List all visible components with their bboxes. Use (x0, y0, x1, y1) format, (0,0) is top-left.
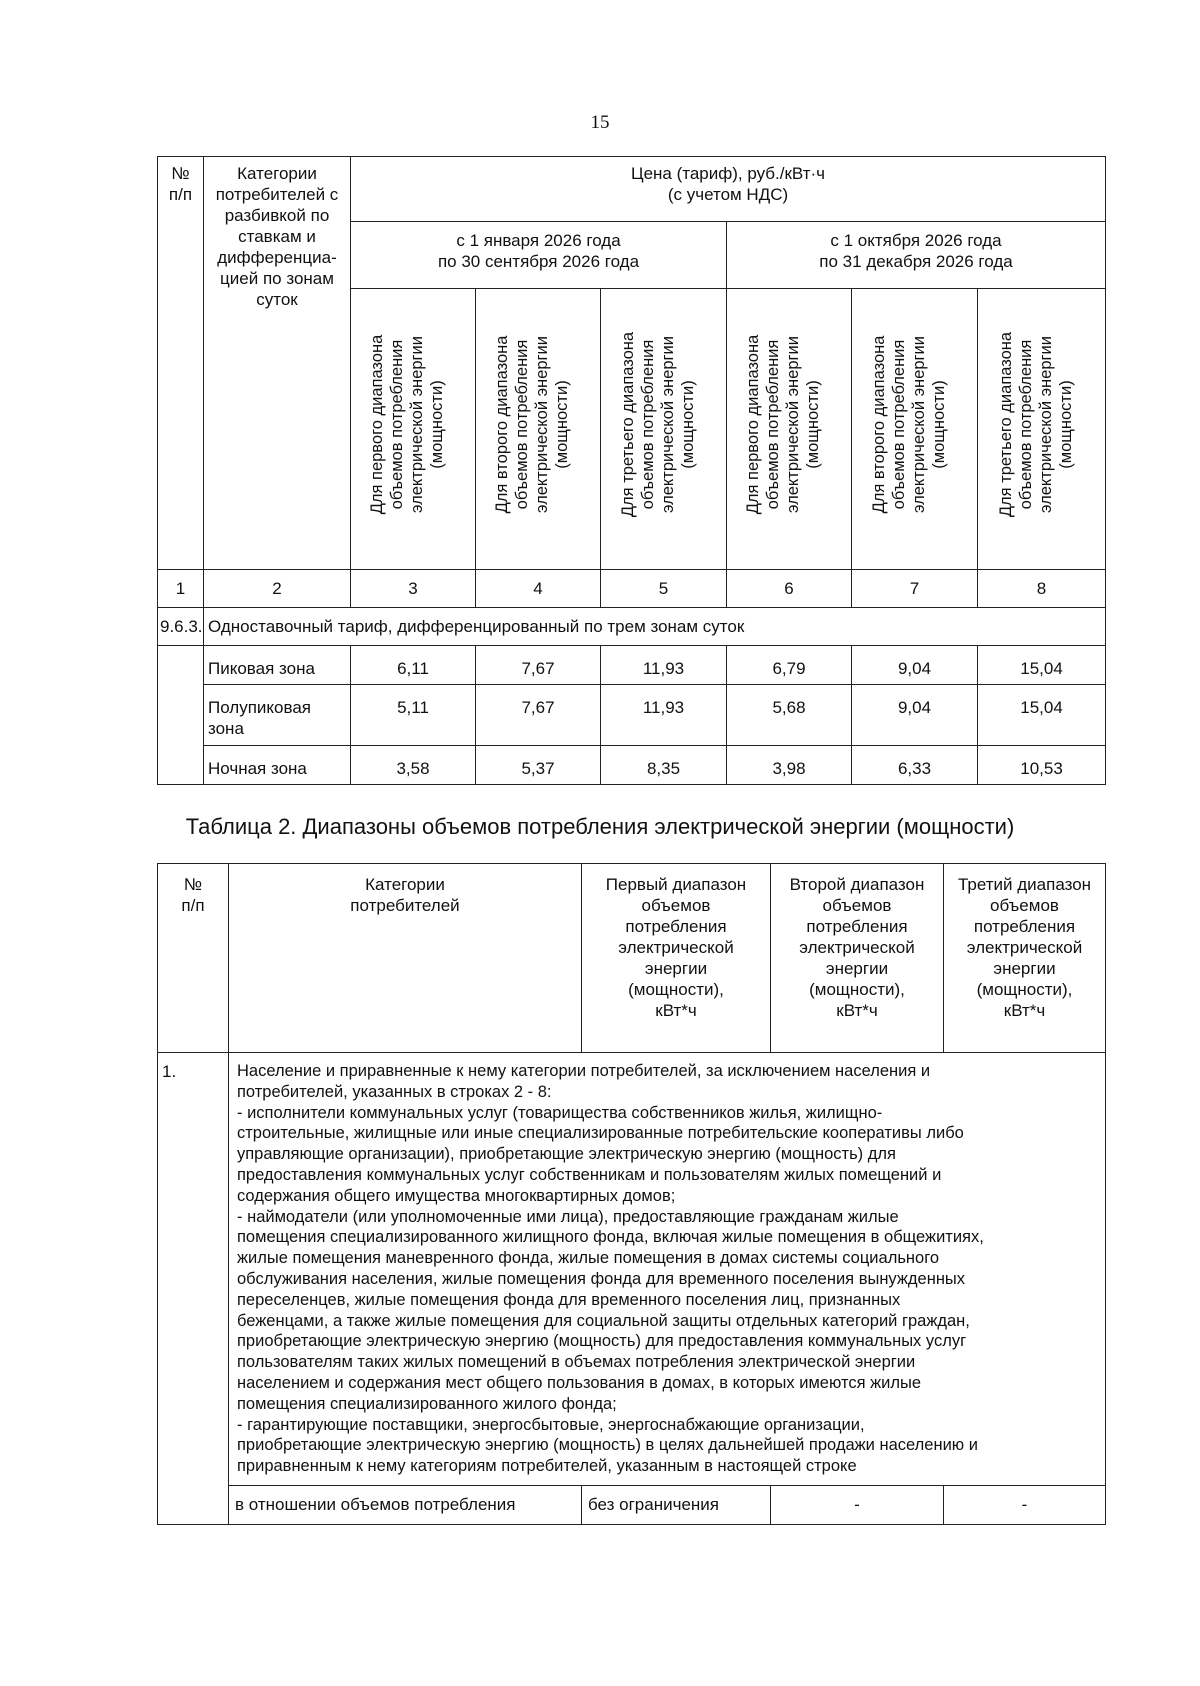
tariff-value: 9,04 (852, 646, 978, 685)
tariff-table (157, 156, 1106, 785)
table-2-caption: Таблица 2. Диапазоны объемов потребления электрической энергии (мощности) (185, 814, 1015, 839)
row-number: 1. (158, 1053, 229, 1525)
page-number: 15 (590, 112, 610, 133)
header-range-1-p1: Для первого диапазона объемов потребления электрической энергии (мощности) (351, 289, 476, 570)
consumption-ranges-table (157, 863, 1106, 1525)
table-row (158, 1053, 1106, 1486)
tariff-value: 5,37 (476, 746, 601, 785)
header-range-2-p1: Для второго диапазона объемов потребления электрической энергии (мощности) (476, 289, 601, 570)
tariff-value: 5,11 (351, 685, 476, 746)
column-number: 7 (852, 570, 978, 608)
header-third-range: Третий диапазон объемов потребления электрической энергии (мощности), кВт*ч (944, 864, 1106, 1053)
header-range-3-p2: Для третьего диапазона объемов потребления электрической энергии (мощности) (978, 289, 1106, 570)
tariff-value: 6,79 (727, 646, 852, 685)
tariff-value: 6,33 (852, 746, 978, 785)
header-number: № п/п (158, 864, 229, 1053)
tariff-value: 7,67 (476, 685, 601, 746)
tariff-value: 3,58 (351, 746, 476, 785)
tariff-value: 15,04 (978, 646, 1106, 685)
column-number: 6 (727, 570, 852, 608)
header-range-3-p1: Для третьего диапазона объемов потребления электрической энергии (мощности) (601, 289, 727, 570)
header-range-1-p2: Для первого диапазона объемов потребления электрической энергии (мощности) (727, 289, 852, 570)
table-row (158, 685, 1106, 746)
tariff-value: 11,93 (601, 685, 727, 746)
column-number: 8 (978, 570, 1106, 608)
tariff-value: 9,04 (852, 685, 978, 746)
zone-label: Пиковая зона (204, 646, 351, 685)
header-range-2-p2: Для второго диапазона объемов потребления электрической энергии (мощности) (852, 289, 978, 570)
tariff-value: 10,53 (978, 746, 1106, 785)
second-range-value: - (771, 1485, 944, 1524)
tariff-value: 15,04 (978, 685, 1106, 746)
header-period-2: с 1 октября 2026 года по 31 декабря 2026 года (727, 222, 1106, 289)
zone-label: Полупиковая зона (204, 685, 351, 746)
table-row (158, 1485, 1106, 1524)
row-description: Население и приравненные к нему категории потребителей, за исключением населения и потребителей, указанных в строках 2 - 8: - исполнители коммунальных услуг (товарищества собственников жилья, жилищно- строительные, жилищные или иные специализированные потребительские кооперативы либо управляющие организации), приобретающие электрическую энергию (мощность) для предоставления коммунальных услуг собственникам и пользователям жилых помещений и содержания общего имущества многоквартирных домов; - наймодатели (или уполномоченные ими лица), предоставляющие гражданам жилые помещения специализированного жилищного фонда, включая жилые помещения в общежитиях, жилые помещения маневренного фонда, жилые помещения в домах системы социального обслуживания населения, жилые помещения фонда для временного поселения вынужденных переселенцев, жилые помещения фонда для временного поселения лиц, признанных беженцами, а также жилые помещения для социальной защиты отдельных категорий граждан, приобретающие электрическую энергию (мощность) для предоставления коммунальных услуг пользователям таких жилых помещений в объемах потребления электрической энергии населением и содержания мест общего пользования в домах, в которых имеются жилые помещения специализированного жилого фонда; - гарантирующие поставщики, энергосбытовые, энергоснабжающие организации, приобретающие электрическую энергию (мощность) в целях дальнейшей продажи населению и приравненным к нему категориям потребителей, указанным в настоящей строке (229, 1053, 1106, 1486)
first-range-value: без ограничения (582, 1485, 771, 1524)
tariff-value: 5,68 (727, 685, 852, 746)
column-number: 1 (158, 570, 204, 608)
tariff-value: 7,67 (476, 646, 601, 685)
tariff-value: 11,93 (601, 646, 727, 685)
header-period-1: с 1 января 2026 года по 30 сентября 2026 года (351, 222, 727, 289)
header-second-range: Второй диапазон объемов потребления электрической энергии (мощности), кВт*ч (771, 864, 944, 1053)
column-number: 5 (601, 570, 727, 608)
header-first-range: Первый диапазон объемов потребления электрической энергии (мощности), кВт*ч (582, 864, 771, 1053)
tariff-value: 3,98 (727, 746, 852, 785)
column-number: 3 (351, 570, 476, 608)
tariff-value: 6,11 (351, 646, 476, 685)
table-row (158, 646, 1106, 685)
column-number: 4 (476, 570, 601, 608)
header-category: Категории потребителей (229, 864, 582, 1053)
section-title: Одноставочный тариф, дифференцированный по трем зонам суток (204, 608, 1106, 646)
header-price: Цена (тариф), руб./кВт·ч (с учетом НДС) (351, 157, 1106, 222)
table-row (158, 746, 1106, 785)
header-category: Категории потребителей с разбивкой по ставкам и дифференциа-цией по зонам суток (204, 157, 351, 570)
tariff-value: 8,35 (601, 746, 727, 785)
section-number: 9.6.3. (158, 608, 204, 646)
third-range-value: - (944, 1485, 1106, 1524)
column-number: 2 (204, 570, 351, 608)
header-number: № п/п (158, 157, 204, 570)
zone-label: Ночная зона (204, 746, 351, 785)
sub-row-label: в отношении объемов потребления (229, 1485, 582, 1524)
